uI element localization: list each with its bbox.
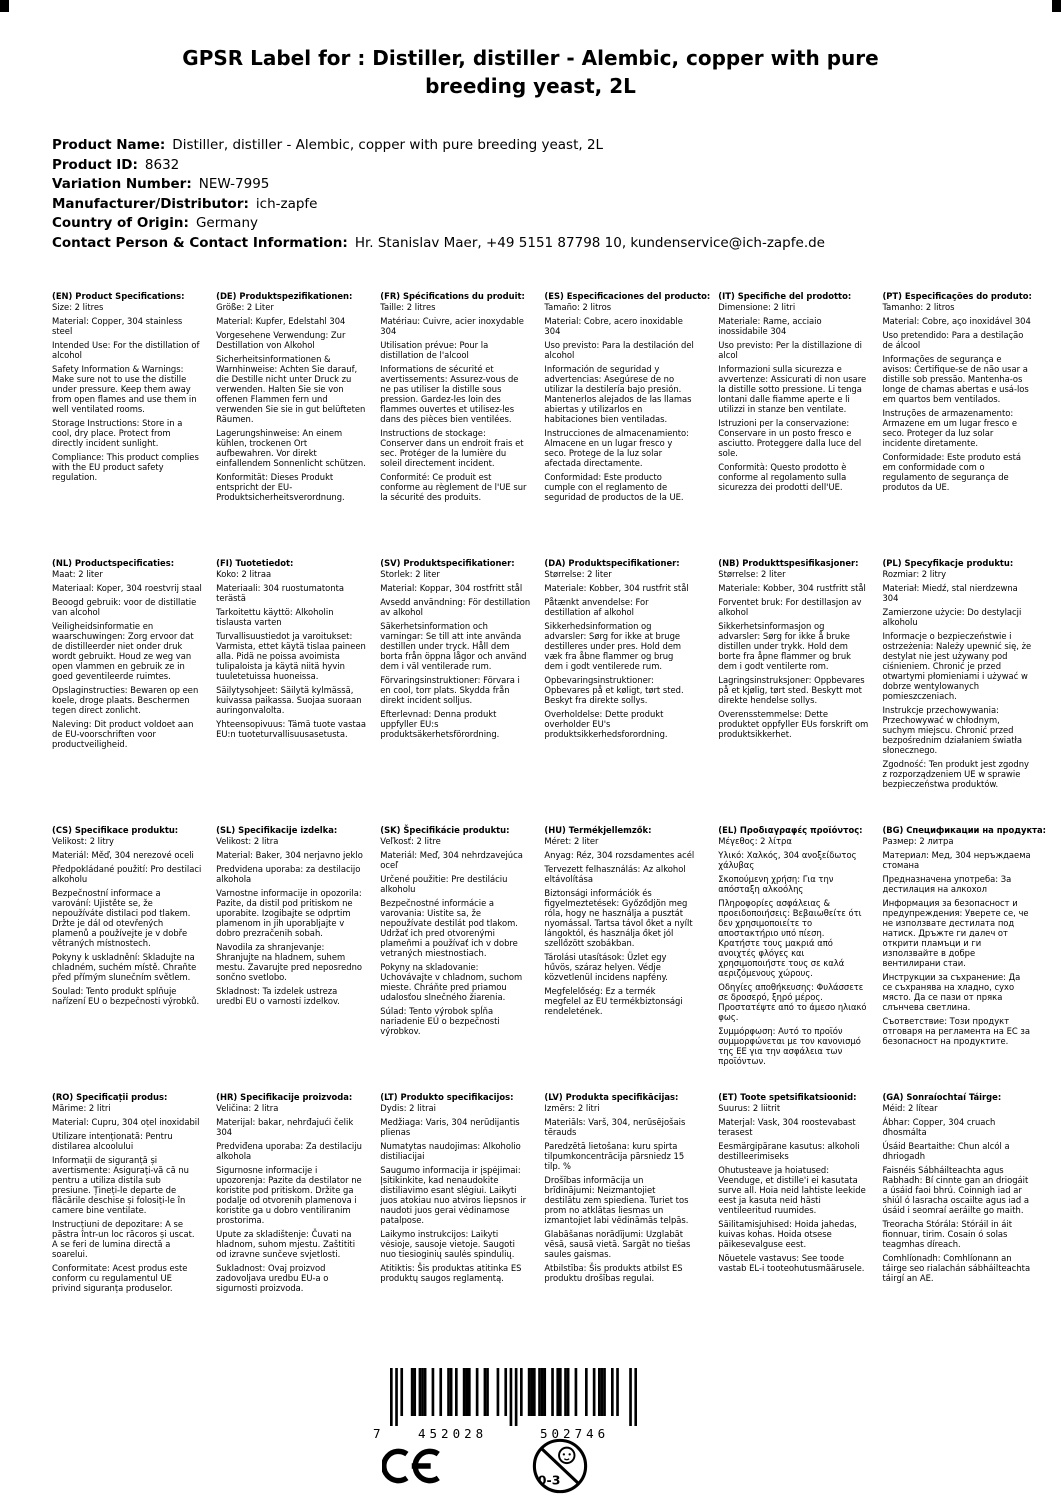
page-title: GPSR Label for : Distiller, distiller - Alembic, copper with pure breeding yeast, 2L [182,46,879,98]
spec-paragraph: Säilitamisjuhised: Hoida jahedas, kuivas kohas. Hoida otsese päikesevalguse eest. [718,1219,857,1249]
spec-column-title: (BG) Спецификации на продукта: [882,825,1046,835]
spec-paragraph: Materiał: Miedź, stal nierdzewna 304 [882,583,1018,603]
spec-column-title: (SL) Specifikacije izdelka: [216,825,338,835]
barcode-bar [551,1368,554,1416]
spec-paragraph: Anyag: Réz, 304 rozsdamentes acél [544,850,695,860]
spec-paragraph: Informations de sécurité et avertissements: Assurez-vous de ne pas utiliser la distille sous pression. Gardez-les loin des flammes ouvertes et utilisez-les dans des pièces bien ventilées. [380,364,519,424]
spec-paragraph: Méid: 2 lítear [882,1103,938,1113]
spec-paragraph: Pokyny na skladovanie: Uchovávajte v chladnom, suchom mieste. Chráňte pred priamou udalosťou slnečného žiarenia. [380,962,523,1002]
age-warning-label: 0-3 [537,1472,561,1488]
spec-paragraph: Safety Information & Warnings: Make sure not to use the distille under pressure. Keep them away from open flames and use them in well ventilated rooms. [52,364,197,414]
spec-paragraph: Materjal: Vask, 304 roostevabast terasest [718,1117,856,1137]
spec-column-da [544,558,710,825]
spec-paragraph: Glabāšanas norādījumi: Uzglabāt vēsā, sausā vietā. Sargāt no tiešas saules gaismas. [544,1229,691,1259]
spec-paragraph: Méret: 2 liter [544,836,599,846]
barcode-bar [611,1368,614,1416]
spec-column-title: (GA) Sonraíochtaí Táirge: [882,1092,1002,1102]
spec-paragraph: Biztonsági információk és figyelmeztetések: Győződjön meg róla, hogy ne használja a pusztát nyomással. Tartsa távol őket a nyílt lángoktól, és használja őket jól szellőzött szobákban. [544,888,693,948]
spec-paragraph: Размер: 2 литра [882,836,954,846]
spec-paragraph: Materiál: Měď, 304 nerezové oceli [52,850,194,860]
product-info [52,136,1061,253]
spec-paragraph: Beoogd gebruik: voor de distillatie van alcohol [52,597,197,617]
barcode-bar [528,1368,531,1416]
barcode-bar [520,1368,523,1416]
spec-column-fi [216,558,372,825]
spec-paragraph: Instrucțiuni de depozitare: A se păstra într-un loc răcoros și uscat. A se feri de lumina directă a soarelui. [52,1219,195,1259]
product-info-row [52,214,1061,234]
spec-paragraph: Veľkosť: 2 litre [380,836,441,846]
spec-paragraph: Overholdelse: Dette produkt overholder EU's produktsikkerhedsforordning. [544,709,668,739]
product-info-label: Manufacturer/Distributor: [52,195,249,212]
spec-column-title: (FI) Tuotetiedot: [216,558,294,568]
product-info-label: Country of Origin: [52,215,189,232]
spec-paragraph: Megfelelőség: Ez a termék megfelel az EU termékbiztonsági rendeletének. [544,986,683,1016]
barcode-bar [543,1368,546,1416]
spec-paragraph: Avsedd användning: För destillation av alkohol [380,597,531,617]
spec-paragraph: Информация за безопасност и предупреждения: Уверете се, че не използвате дестилата под натиск. Дръжте ги далеч от открити пламъци и ги използвайте в добре вентилирани стаи. [882,898,1029,968]
baby-eye-right [569,1453,571,1455]
spec-column-title: (ET) Toote spetsifikatsioonid: [718,1092,857,1102]
spec-paragraph: Uso previsto: Para la destilación del alcohol [544,340,694,360]
barcode-bar [465,1368,468,1416]
spec-paragraph: Storage Instructions: Store in a cool, dry place. Protect from directly incident sunlight. [52,418,183,448]
baby-mouth [564,1459,569,1460]
barcode-bar [413,1368,416,1416]
spec-paragraph: Saugumo informacija ir įspėjimai: Įsitikinkite, kad nenaudokite distiliavimo esant slėgiui. Laikyti juos atokiau nuo atviros liepsnos ir naudoti juos gerai vėdinamose patalpose. [380,1165,527,1225]
spec-paragraph: Lagringsinstruksjoner: Oppbevares på et kjølig, tørt sted. Beskytt mot direkte hendelse sollys. [718,675,865,705]
spec-column-el [718,825,874,1092]
barcode-bar [484,1368,487,1416]
spec-paragraph: Veličina: 2 litra [216,1103,279,1113]
spec-paragraph: Συμμόρφωση: Αυτό το προϊόν συμμορφώνεται με τον κανονισμό της ΕΕ για την ασφάλεια των προϊόντων. [718,1026,861,1066]
ce-mark-icon [382,1444,448,1492]
spec-paragraph: Υλικό: Χαλκός, 304 ανοξείδωτος χάλυβας [718,850,857,870]
barcode-digit-group-right: 502746 [540,1426,610,1441]
spec-column-nl [52,558,208,825]
spec-column-title: (DE) Produktspezifikationen: [216,291,353,301]
spec-paragraph: Οδηγίες αποθήκευσης: Φυλάσσετε σε δροσερό, ξηρό μέρος. Προστατέψτε από το άμεσο ηλιακό φως. [718,982,867,1022]
spec-paragraph: Πληροφορίες ασφάλειας & προειδοποιήσεις: Βεβαιωθείτε ότι δεν χρησιμοποιείτε το αποστακτήριο υπό πίεση. Κρατήστε τους μακριά από ανοιχτές φλόγες και χρησιμοποιήστε τους σε καλά αεριζόμενους χώρους. [718,898,862,978]
spec-paragraph: Ohutusteave ja hoiatused: Veenduge, et distille'i ei kasutata surve all. Hoia neid lahtiste leekide eest ja kasuta neid hästi ventileeritud ruumides. [718,1165,866,1215]
spec-paragraph: Uso previsto: Per la distillazione di alcol [718,340,862,360]
spec-paragraph: Material: Baker, 304 nerjavno jeklo [216,850,363,860]
spec-column-title: (PL) Specyfikacje produktu: [882,558,1014,568]
barcode-bar [400,1368,403,1416]
spec-paragraph: Tarkoitettu käyttö: Alkoholin tislausta varten [216,607,334,627]
spec-paragraph: Storlek: 2 liter [380,569,440,579]
barcode-bar [533,1368,536,1416]
product-info-row [52,195,1061,215]
spec-paragraph: Dimensione: 2 litri [718,302,796,312]
spec-column-title: (ES) Especificaciones del producto: [544,291,711,301]
barcode-bar [421,1368,424,1416]
product-info-value: NEW-7995 [198,176,270,193]
product-info-label: Product ID: [52,156,138,173]
spec-column-ro [52,1092,208,1359]
spec-paragraph: Lagerungshinweise: An einem kühlen, trockenen Ort aufbewahren. Vor direkt einfallendem Sonnenlicht schützen. [216,428,366,468]
spec-column-sk [380,825,536,1092]
spec-paragraph: Paredzētā lietošana: kuru spirta tilpumkoncentrācija pārsniedz 15 tilp. % [544,1141,685,1171]
spec-paragraph: Materijal: bakar, nehrđajući čelik 304 [216,1117,354,1137]
spec-paragraph: Opslaginstructies: Bewaren op een koele, droge plaats. Beschermen tegen direct zonlicht. [52,685,199,715]
spec-paragraph: Matériau: Cuivre, acier inoxydable 304 [380,316,524,336]
spec-paragraph: Instruções de armazenamento: Armazene em um lugar fresco e seco. Proteger da luz solar incidente diretamente. [882,408,1017,448]
spec-paragraph: Numatytas naudojimas: Alkoholio distiliacijai [380,1141,521,1161]
spec-paragraph: Mărime: 2 litri [52,1103,111,1113]
spec-paragraph: Sikkerhedsinformation og advarsler: Sørg for ikke at bruge destilleres under pres. Hold dem væk fra åbne flammer og brug dem i godt ventilerede rum. [544,621,682,671]
spec-paragraph: Upute za skladištenje: Čuvati na hladnom, suhom mjestu. Zaštititi od izravne sunčeve svjetlosti. [216,1229,356,1259]
spec-paragraph: Materiale: Kobber, 304 rustfritt stål [718,583,866,593]
spec-paragraph: Materiale: Kobber, 304 rustfrit stål [544,583,689,593]
product-info-value: Distiller, distiller - Alembic, copper with pure breeding yeast, 2L [172,137,604,154]
spec-paragraph: Förvaringsinstruktioner: Förvara i en cool, torr plats. Skydda från direkt incident solljus. [380,675,520,705]
spec-paragraph: Instrucciones de almacenamiento: Almacene en un lugar fresco y seco. Protege de la luz solar afectada directamente. [544,428,689,468]
spec-column-sl [216,825,372,1092]
barcode-bar [504,1368,507,1416]
spec-column-title: (LT) Produkto specifikacijos: [380,1092,514,1102]
spec-paragraph: Utilizare intenționată: Pentru distilarea alcoolului [52,1131,173,1151]
spec-paragraph: Informacje o bezpieczeństwie i ostrzeżenia: Należy upewnić się, że destylat nie jest używany pod ciśnieniem. Chronić je przed otwartymi płomieniami i używać w dobrze wentylowanych pomieszczeniach. [882,631,1032,701]
spec-paragraph: Pokyny k uskladnění: Skladujte na chladném, suchém místě. Chraňte před přímým slunečním světlem. [52,952,197,982]
spec-paragraph: Velikost: 2 litry [52,836,115,846]
barcode-bar [497,1368,500,1416]
spec-paragraph: Material: Cobre, acero inoxidable 304 [544,316,683,336]
product-info-row [52,234,1061,254]
barcode-bar [585,1368,588,1416]
spec-paragraph: Turvallisuustiedot ja varoitukset: Varmista, ettet käytä tislaa paineen alla. Pidä ne poissa avoimista tulipaloista ja käytä niitä hyvin tuuletetuissa huoneissa. [216,631,366,681]
spec-column-et [718,1092,874,1359]
barcode-bar [601,1368,604,1416]
barcode-bar [556,1368,559,1416]
spec-column-sv [380,558,536,825]
spec-paragraph: Sigurnosne informacije i upozorenja: Pazite da destilator ne koristite pod pritiskom. Držite ga podalje od otvorenih plamenova i koristite ga u dobro ventiliranim prostorima. [216,1165,362,1225]
barcode-bar [575,1368,578,1416]
spec-paragraph: Forventet bruk: For destillasjon av alkohol [718,597,862,617]
spec-paragraph: Uso pretendido: Para a destilação de álcool [882,330,1024,350]
barcode-bar [395,1368,398,1426]
spec-paragraph: Konformität: Dieses Produkt entspricht der EU-Produktsicherheitsverordnung. [216,472,345,502]
barcode-digit-group-left: 452028 [418,1426,488,1441]
spec-paragraph: Conformidad: Este producto cumple con el reglamento de seguridad de productos de la UE. [544,472,684,502]
spec-paragraph: Sicherheitsinformationen & Warnhinweise: Achten Sie darauf, die Destille nicht unter Druck zu verwenden. Halten Sie sie von offenen Flammen fern und verwenden Sie sie in gut belüfteten Räumen. [216,354,366,424]
barcode-bar [424,1368,427,1416]
spec-paragraph: Comhlíonadh: Comhlíonann an táirge seo rialachán sábháilteachta táirgí an AE. [882,1253,1031,1283]
spec-paragraph: Materiaali: 304 ruostumatonta terästä [216,583,345,603]
spec-paragraph: Naleving: Dit product voldoet aan de EU-voorschriften voor productveiligheid. [52,719,194,749]
spec-column-title: (LV) Produkta specifikācijas: [544,1092,679,1102]
spec-paragraph: Vorgesehene Verwendung: Zur Destillation von Alkohol [216,330,346,350]
spec-paragraph: Istruzioni per la conservazione: Conservare in un posto fresco e asciutto. Proteggere dalla luce del sole. [718,418,862,458]
spec-column-hr [216,1092,372,1359]
spec-column-bg [882,825,1046,1092]
product-info-value: 8632 [144,156,180,173]
barcode-bar [486,1368,489,1416]
barcode-bar [530,1368,533,1416]
spec-column-it [718,291,874,558]
spec-paragraph: Instructions de stockage: Conserver dans un endroit frais et sec. Protéger de la lumière du soleil directement incident. [380,428,524,468]
spec-paragraph: Atitiktis: Šis produktas atitinka ES produktų saugos reglamentą. [380,1263,522,1283]
spec-paragraph: Laikymo instrukcijos: Laikyti vėsioje, sausoje vietoje. Saugoti nuo tiesioginių saulės spindulių. [380,1229,515,1259]
spec-column-title: (FR) Spécifications du produit: [380,291,525,301]
barcode-bar [616,1368,619,1416]
spec-paragraph: Skladnost: Ta izdelek ustreza uredbi EU o varnosti izdelkov. [216,986,340,1006]
spec-column-title: (IT) Specifiche del prodotto: [718,291,852,301]
spec-paragraph: Veiligheidsinformatie en waarschuwingen: Zorg ervoor dat de distilleerder niet onder druk wordt gebruikt. Houd ze weg van open vlammen en gebruik ze in goed geventileerde ruimtes. [52,621,194,681]
spec-paragraph: Izmērs: 2 litri [544,1103,600,1113]
spec-paragraph: Drošības informācija un brīdinājumi: Neizmantojiet destilātu zem spiediena. Turiet tos prom no atklātas liesmas un izmantojiet labi vēdināmās telpās. [544,1175,689,1225]
spec-paragraph: Material: Copper, 304 stainless steel [52,316,183,336]
barcode-bar [598,1368,601,1416]
spec-paragraph: Materiāls: Varš, 304, nerūsējošais tērauds [544,1117,686,1137]
spec-paragraph: Súlad: Tento výrobok spĺňa nariadenie EÚ o bezpečnosti výrobkov. [380,1006,500,1036]
spec-column-lv [544,1092,710,1359]
spec-paragraph: Faisnéis Sábháilteachta agus Rabhadh: Bí cinnte gan an driogáit a úsáid faoi bhrú. Coinnigh iad ar shiúl ó lasracha oscailte agus iad a úsáid i seomraí aeráilte go maith. [882,1165,1029,1215]
spec-paragraph: Conformitate: Acest produs este conform cu regulamentul UE privind siguranța produselor. [52,1263,188,1293]
spec-paragraph: Dydis: 2 litrai [380,1103,437,1113]
barcode-bar [567,1368,570,1416]
spec-paragraph: Material: Kupfer, Edelstahl 304 [216,316,346,326]
spec-paragraph: Størrelse: 2 liter [544,569,612,579]
spec-paragraph: Eesmärgipärane kasutus: alkoholi destilleerimiseks [718,1141,860,1161]
spec-paragraph: Úsáid Beartaithe: Chun alcól a dhriogadh [882,1141,1010,1161]
spec-paragraph: Información de seguridad y advertencias: Asegúrese de no utilizar la destilería bajo presión. Mantenerlos alejados de las llamas abiertas y utilizarlos en habitaciones bien ventiladas. [544,364,692,424]
spec-paragraph: Efterlevnad: Denna produkt uppfyller EU:s produktsäkerhetsförordning. [380,709,500,739]
spec-paragraph: Materiál: Meď, 304 nehrdzavejúca oceľ [380,850,523,870]
spec-paragraph: Bezpečnostní informace a varování: Ujistěte se, že nepoužíváte distilaci pod tlakem. Držte je dál od otevřených plamenů a používejte je v dobře větraných místnostech. [52,888,191,948]
spec-paragraph: Größe: 2 Liter [216,302,274,312]
baby-face-icon [559,1448,574,1463]
spec-paragraph: Съответствие: Този продукт отговаря на регламента на ЕС за безопасност на продуктите. [882,1016,1030,1046]
barcode-bar [564,1368,567,1416]
barcode-bar [629,1368,632,1426]
barcode-bar [510,1368,513,1426]
barcode-bar [447,1368,450,1416]
spec-paragraph: Předpokládané použití: Pro destilaci alkoholu [52,864,202,884]
barcode-bar [603,1368,606,1416]
spec-column-title: (EL) Προδιαγραφές προϊόντος: [718,825,863,835]
spec-paragraph: Suurus: 2 liitrit [718,1103,781,1113]
spec-paragraph: Taille: 2 litres [380,302,436,312]
spec-paragraph: Предназначена употреба: За дестилация на алкохол [882,874,1012,894]
barcode-bar [541,1368,544,1416]
spec-column-title: (DA) Produktspecifikationer: [544,558,680,568]
spec-column-title: (RO) Specificații produs: [52,1092,168,1102]
spec-column-cs [52,825,208,1092]
barcode-digit-first: 7 [373,1426,385,1441]
spec-grid [52,291,1046,1359]
spec-column-title: (HU) Termékjellemzők: [544,825,652,835]
spec-paragraph: Velikost: 2 litra [216,836,279,846]
spec-paragraph: Utilisation prévue: Pour la distillation de l'alcool [380,340,489,360]
spec-column-title: (CS) Specifikace produktu: [52,825,179,835]
barcode-bars [390,1368,637,1426]
spec-paragraph: Určené použitie: Pre destiláciu alkoholu [380,874,508,894]
spec-column-ga [882,1092,1046,1359]
ce-letter-c [384,1451,407,1480]
spec-column-lt [380,1092,536,1359]
spec-paragraph: Ábhar: Copper, 304 cruach dhosmálta [882,1117,996,1137]
spec-paragraph: Tervezett felhasználás: Az alkohol eltávolítása [544,864,686,884]
spec-column-fr [380,291,536,558]
spec-paragraph: Medžiaga: Varis, 304 nerūdijantis plienas [380,1117,520,1137]
barcode-bar [455,1368,458,1416]
product-info-row [52,136,1061,156]
barcode-bar [634,1368,637,1426]
spec-column-nb [718,558,874,825]
product-info-value: Hr. Stanislav Maer, +49 5151 87798 10, kundenservice@ich-zapfe.de [354,235,825,251]
barcode [372,1368,637,1446]
spec-paragraph: Sikkerhetsinformasjon og advarsler: Sørg for ikke å bruke distillen under trykk. Hold dem borte fra åpne flammer og bruk dem i godt ventilerte rom. [718,621,852,671]
barcode-bar [593,1368,596,1416]
barcode-bar [468,1368,471,1416]
spec-paragraph: Tárolási utasítások: Üzlet egy hűvös, száraz helyen. Védje közvetlenül incidens napfény. [544,952,668,982]
barcode-bar [559,1368,562,1416]
barcode-bar [419,1368,422,1416]
spec-column-hu [544,825,710,1092]
spec-paragraph: Conformidade: Este produto está em conformidade com o regulamento de segurança de produtos da UE. [882,452,1022,492]
product-info-value: Germany [195,215,258,232]
spec-column-title: (NB) Produkttspesifikasjoner: [718,558,859,568]
age-warning-icon [531,1436,589,1500]
spec-column-en [52,291,208,558]
spec-paragraph: Treoracha Stórála: Stóráil in áit fionnuar, tirim. Cosain ó solas teagmhas díreach. [882,1219,1013,1249]
spec-paragraph: Tamanho: 2 litros [882,302,955,312]
spec-paragraph: Koko: 2 litraa [216,569,272,579]
spec-paragraph: Varnostne informacije in opozorila: Pazite, da distil pod pritiskom ne uporabite. Izogibajte se odprtim plamenom in jih uporabljajte v dobro prezračenih sobah. [216,888,362,938]
spec-column-title: (SV) Produktspecifikationer: [380,558,515,568]
barcode-bar [411,1368,414,1416]
spec-paragraph: Bezpečnostné informácie a varovania: Uistite sa, že nepoužívate destilát pod tlakom. Udržať ich pred otvorenými plameňmi a používať ich v dobre vetraných miestnostiach. [380,898,518,958]
baby-eye-left [563,1453,565,1455]
spec-paragraph: Nõuetele vastavus: See toode vastab EL-i tooteohutusmäärusele. [718,1253,865,1273]
spec-column-title: (EN) Product Specifications: [52,291,185,301]
barcode-bar [390,1368,393,1426]
spec-paragraph: Materiaal: Koper, 304 roestvrij staal [52,583,202,593]
spec-paragraph: Conformité: Ce produit est conforme au règlement de l'UE sur la sécurité des produits. [380,472,527,502]
spec-column-es [544,291,710,558]
spec-paragraph: Tamaño: 2 litros [544,302,612,312]
spec-paragraph: Atbilstība: Šis produkts atbilst ES produktu drošības regulai. [544,1263,683,1283]
spec-paragraph: Material: Cobre, aço inoxidável 304 [882,316,1031,326]
spec-paragraph: Zgodność: Ten produkt jest zgodny z rozporządzeniem UE w sprawie bezpieczeństwa produktów. [882,759,1029,789]
product-info-row [52,175,1061,195]
product-info-label: Product Name: [52,137,166,154]
crop-mark-top-left [0,0,9,12]
spec-paragraph: Zamierzone użycie: Do destylacji alkoholu [882,607,1022,627]
barcode-bar [538,1368,541,1416]
barcode-bar [463,1368,466,1416]
spec-paragraph: Navodila za shranjevanje: Shranjujte na hladnem, suhem mestu. Zavarujte pred neposredno sončno svetlobo. [216,942,362,982]
product-info-label: Variation Number: [52,176,192,193]
spec-column-title: (HR) Specifikacije proizvoda: [216,1092,353,1102]
barcode-bar [476,1368,479,1416]
spec-paragraph: Predvidena uporaba: za destilacijo alkohola [216,864,361,884]
spec-paragraph: Compliance: This product complies with the EU product safety regulation. [52,452,199,482]
spec-paragraph: Yhteensopivuus: Tämä tuote vastaa EU:n tuoteturvallisuusasetusta. [216,719,367,739]
spec-column-title: (NL) Productspecificaties: [52,558,175,568]
spec-paragraph: Материал: Мед, 304 неръждаема стомана [882,850,1031,870]
spec-paragraph: Overensstemmelse: Dette produktet oppfyller EUs forskrift om produktsikkerhet. [718,709,869,739]
spec-paragraph: Μέγεθος: 2 λίτρα [718,836,792,846]
spec-paragraph: Intended Use: For the distillation of alcohol [52,340,200,360]
spec-paragraph: Predviđena uporaba: Za destilaciju alkohola [216,1141,362,1161]
crop-mark-top-right [1052,0,1061,12]
spec-column-title: (SK) Špecifikácie produktu: [380,825,510,835]
spec-paragraph: Soulad: Tento produkt splňuje nařízení EU o bezpečnosti výrobků. [52,986,200,1006]
spec-paragraph: Opbevaringsinstruktioner: Opbevares på et køligt, tørt sted. Beskyt fra direkte sollys. [544,675,684,705]
product-info-value: ich-zapfe [255,195,318,212]
spec-paragraph: Instrukcje przechowywania: Przechowywać w chłodnym, suchym miejscu. Chronić przed bezpośrednim działaniem światła słonecznego. [882,705,1023,755]
product-info-row [52,156,1061,176]
spec-paragraph: Informações de segurança e avisos: Certifique-se de não usar a distille sob pressão. Mantenha-os longe de chamas abertas e usá-los em quartos bem ventilados. [882,354,1029,404]
spec-column-pt [882,291,1046,558]
product-info-label: Contact Person & Contact Information: [52,235,348,251]
spec-column-title: (PT) Especificações do produto: [882,291,1032,301]
spec-paragraph: Material: Koppar, 304 rostfritt stål [380,583,523,593]
spec-paragraph: Informazioni sulla sicurezza e avvertenze: Assicurati di non usare la distille sotto pressione. Li tenga lontani dalle fiamme aperte e li utilizzi in stanze ben ventilate. [718,364,867,414]
spec-column-pl [882,558,1046,825]
barcode-bar [450,1368,453,1416]
spec-paragraph: Size: 2 litres [52,302,104,312]
spec-paragraph: Säilytysohjeet: Säilytä kylmässä, kuivassa paikassa. Suojaa suoraan auringonvalolta. [216,685,362,715]
spec-paragraph: Σκοπούμενη χρήση: Για την απόσταξη αλκοόλης [718,874,834,894]
spec-paragraph: Informații de siguranță și avertismente: Asigurați-vă că nu pentru a utiliza distila sub presiune. Țineți-le departe de flăcările deschise și folosiți-le în camere bine ventilate. [52,1155,189,1215]
spec-column-de [216,291,372,558]
spec-paragraph: Rozmiar: 2 litry [882,569,947,579]
spec-paragraph: Materiale: Rame, acciaio inossidabile 304 [718,316,822,336]
barcode-bar [515,1368,518,1426]
spec-paragraph: Material: Cupru, 304 oțel inoxidabil [52,1117,200,1127]
barcode-bar [432,1368,435,1416]
spec-paragraph: Инструкции за съхранение: Да се съхранява на хладно, сухо място. Да се пази от пряка слънчева светлина. [882,972,1021,1012]
barcode-bar [439,1368,442,1416]
spec-paragraph: Säkerhetsinformation och varningar: Se till att inte använda destillen under tryck. Håll dem borta från öppna lågor och använd dem i väl ventilerade rum. [380,621,527,671]
spec-paragraph: Maat: 2 liter [52,569,103,579]
spec-paragraph: Sukladnost: Ovaj proizvod zadovoljava uredbu EU-a o sigurnosti proizvoda. [216,1263,329,1293]
spec-paragraph: Påtænkt anvendelse: For destillation af alkohol [544,597,649,617]
spec-paragraph: Størrelse: 2 liter [718,569,786,579]
spec-paragraph: Conformità: Questo prodotto è conforme al regolamento sulla sicurezza dei prodotti dell'UE. [718,462,847,492]
